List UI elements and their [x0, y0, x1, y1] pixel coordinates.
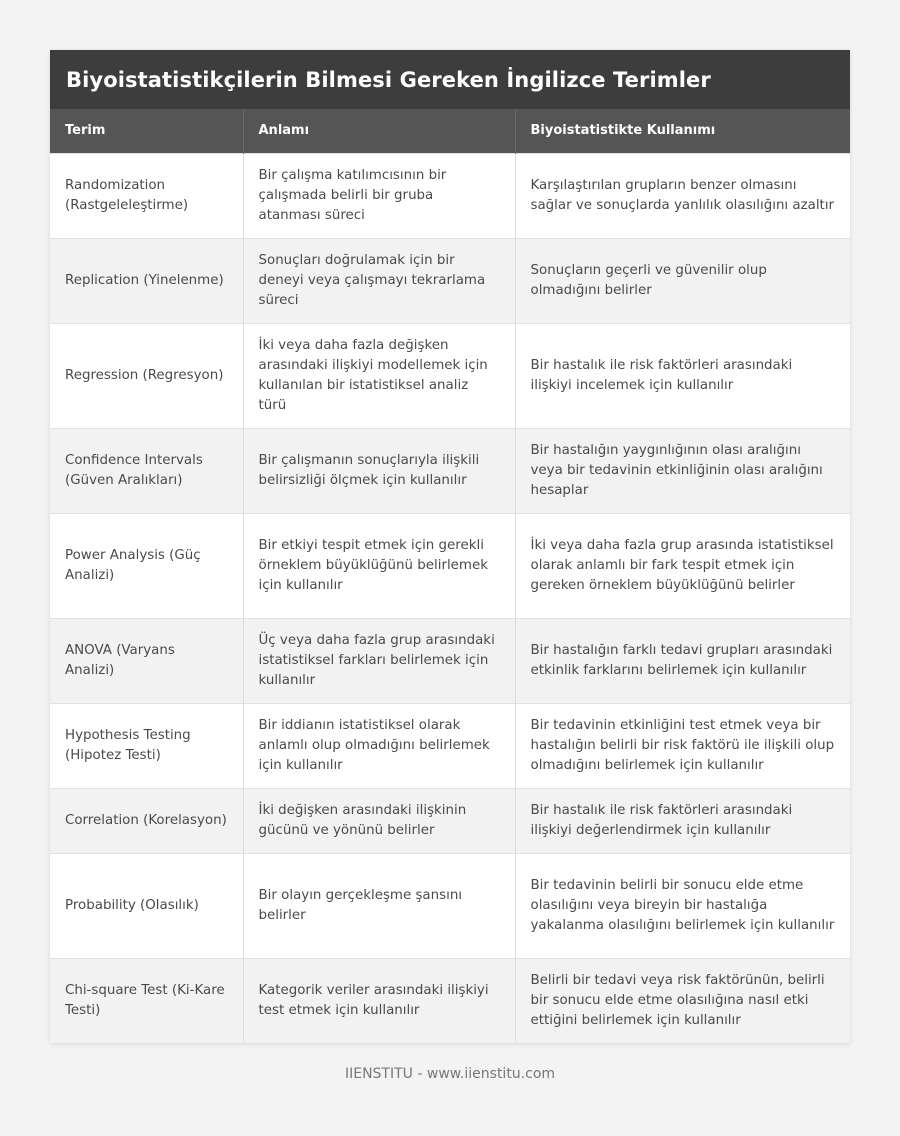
terms-table [50, 109, 850, 1043]
header-usage: Biyoistatistikte Kullanımı [515, 109, 850, 153]
table-row [50, 153, 850, 238]
terms-card [50, 50, 850, 1043]
header-term: Terim [50, 109, 243, 153]
meaning-cell: Bir çalışma katılımcısının bir çalışmada belirli bir gruba atanması süreci [243, 153, 515, 238]
usage-cell: Karşılaştırılan grupların benzer olmasını sağlar ve sonuçlarda yanlılık olasılığını azaltır [515, 153, 850, 238]
table-title: Biyoistatistikçilerin Bilmesi Gereken İngilizce Terimler [50, 50, 850, 109]
table-row [50, 958, 850, 1043]
table-row [50, 853, 850, 958]
meaning-cell: Bir olayın gerçekleşme şansını belirler [243, 853, 515, 958]
meaning-cell: Üç veya daha fazla grup arasındaki istatistiksel farkları belirlemek için kullanılır [243, 618, 515, 703]
term-cell: Probability (Olasılık) [50, 853, 243, 958]
meaning-cell: Bir etkiyi tespit etmek için gerekli örneklem büyüklüğünü belirlemek için kullanılır [243, 513, 515, 618]
term-cell: Chi-square Test (Ki-Kare Testi) [50, 958, 243, 1043]
table-row [50, 238, 850, 323]
usage-cell: Belirli bir tedavi veya risk faktörünün, belirli bir sonucu elde etme olasılığına nasıl etki ettiğini belirlemek için kullanılır [515, 958, 850, 1043]
meaning-cell: Bir iddianın istatistiksel olarak anlamlı olup olmadığını belirlemek için kullanılır [243, 703, 515, 788]
usage-cell: Bir hastalık ile risk faktörleri arasındaki ilişkiyi incelemek için kullanılır [515, 323, 850, 428]
term-cell: Power Analysis (Güç Analizi) [50, 513, 243, 618]
term-cell: ANOVA (Varyans Analizi) [50, 618, 243, 703]
meaning-cell: İki veya daha fazla değişken arasındaki ilişkiyi modellemek için kullanılan bir istatistiksel analiz türü [243, 323, 515, 428]
meaning-cell: Bir çalışmanın sonuçlarıyla ilişkili belirsizliği ölçmek için kullanılır [243, 428, 515, 513]
table-row [50, 323, 850, 428]
table-row [50, 703, 850, 788]
term-cell: Confidence Intervals (Güven Aralıkları) [50, 428, 243, 513]
meaning-cell: İki değişken arasındaki ilişkinin gücünü ve yönünü belirler [243, 788, 515, 853]
header-meaning: Anlamı [243, 109, 515, 153]
usage-cell: Bir hastalığın farklı tedavi grupları arasındaki etkinlik farklarını belirlemek için kullanılır [515, 618, 850, 703]
term-cell: Regression (Regresyon) [50, 323, 243, 428]
header-row [50, 109, 850, 153]
table-row [50, 788, 850, 853]
usage-cell: Sonuçların geçerli ve güvenilir olup olmadığını belirler [515, 238, 850, 323]
term-cell: Correlation (Korelasyon) [50, 788, 243, 853]
meaning-cell: Sonuçları doğrulamak için bir deneyi veya çalışmayı tekrarlama süreci [243, 238, 515, 323]
term-cell: Replication (Yinelenme) [50, 238, 243, 323]
usage-cell: Bir hastalığın yaygınlığının olası aralığını veya bir tedavinin etkinliğinin olası aralığını hesaplar [515, 428, 850, 513]
footer-credit: IIENSTITU - www.iienstitu.com [344, 1066, 556, 1082]
table-row [50, 428, 850, 513]
meaning-cell: Kategorik veriler arasındaki ilişkiyi test etmek için kullanılır [243, 958, 515, 1043]
usage-cell: Bir tedavinin etkinliğini test etmek veya bir hastalığın belirli bir risk faktörü ile ilişkili olup olmadığını belirlemek için kullanılır [515, 703, 850, 788]
table-row [50, 513, 850, 618]
usage-cell: Bir tedavinin belirli bir sonucu elde etme olasılığını veya bireyin bir hastalığa yakalanma olasılığını belirlemek için kullanılır [515, 853, 850, 958]
usage-cell: Bir hastalık ile risk faktörleri arasındaki ilişkiyi değerlendirmek için kullanılır [515, 788, 850, 853]
term-cell: Randomization (Rastgeleleştirme) [50, 153, 243, 238]
usage-cell: İki veya daha fazla grup arasında istatistiksel olarak anlamlı bir fark tespit etmek için gereken örneklem büyüklüğünü belirler [515, 513, 850, 618]
table-row [50, 618, 850, 703]
term-cell: Hypothesis Testing (Hipotez Testi) [50, 703, 243, 788]
